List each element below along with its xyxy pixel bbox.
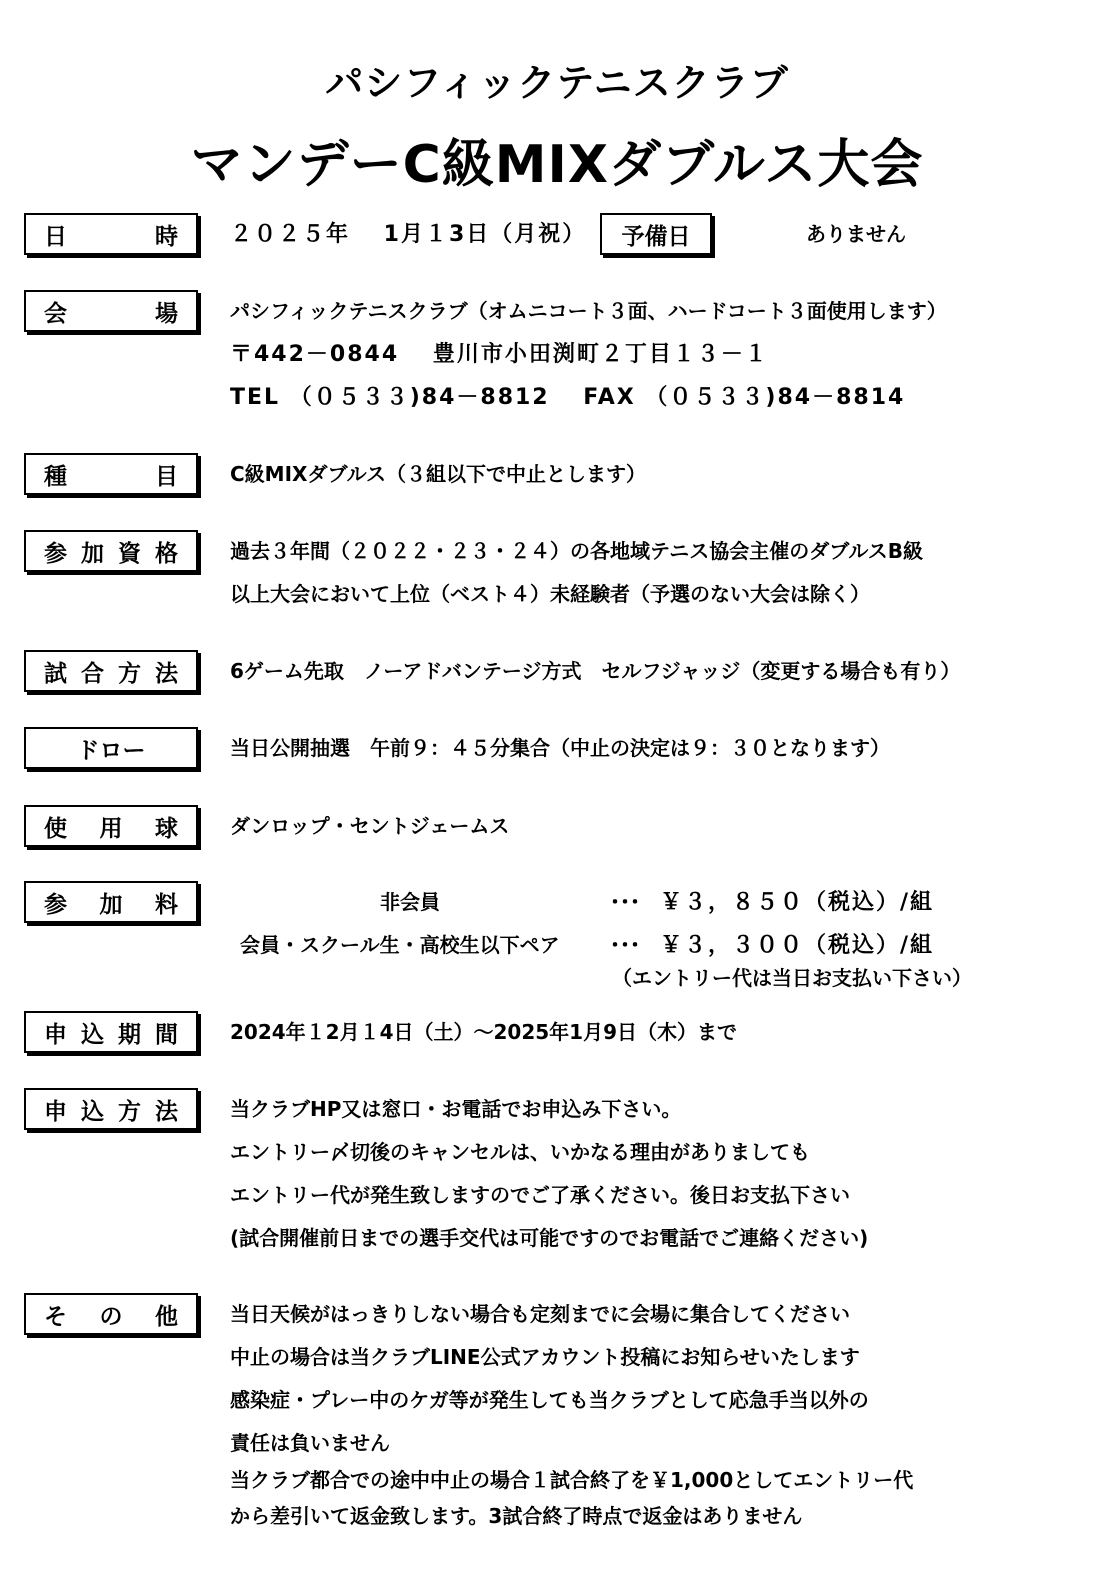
venue-name: パシフィックテニスクラブ（オムニコート３面、ハードコート３面使用します） [230,299,947,323]
label-eligibility: 参 加 資 格 [24,530,198,572]
application-line-1: 当クラブHP又は窓口・お電話でお申込み下さい。 [230,1097,682,1121]
other-line-1: 当日天候がはっきりしない場合も定刻までに会場に集合してください [230,1302,850,1326]
other-line-2: 中止の場合は当クラブLINE公式アカウント投稿にお知らせいたします [230,1345,860,1369]
venue-address: 〒442－0844 豊川市小田渕町２丁目１３－１ [230,342,769,367]
fee-nonmember-label: 非会員 [380,890,440,914]
fee-member-label: 会員・スクール生・高校生以下ペア [240,933,560,957]
label-reserve-day: 予備日 [600,213,712,255]
application-line-3: エントリー代が発生致しますのでご了承ください。後日お支払下さい [230,1183,850,1207]
label-venue: 会 場 [24,290,198,332]
label-fee: 参 加 料 [24,881,198,923]
label-datetime: 日 時 [24,213,198,255]
label-match-format: 試 合 方 法 [24,650,198,692]
label-application: 申 込 方 法 [24,1088,198,1130]
eligibility-line-1: 過去３年間（２０２２・２３・２４）の各地域テニス協会主催のダブルスB級 [230,539,924,563]
fee-nonmember-price: ￥３，８５０（税込）/組 [660,890,935,915]
label-draw: ドロー [24,727,198,769]
other-line-3: 感染症・プレー中のケガ等が発生しても当クラブとして応急手当以外の [230,1388,869,1412]
match-format-value: 6ゲーム先取 ノーアドバンテージ方式 セルフジャッジ（変更する場合も有り） [230,659,961,683]
label-other: そ の 他 [24,1293,198,1335]
club-name: パシフィックテニスクラブ [325,61,789,105]
ball-value: ダンロップ・セントジェームス [230,814,510,838]
venue-phone-fax: TEL （０５３３)84－8812 FAX （０５３３)84－8814 [230,385,906,410]
application-line-4: (試合開催前日までの選手交代は可能ですのでお電話でご連絡ください) [230,1226,869,1250]
event-title: マンデーC級MIXダブルス大会 [190,135,924,195]
other-line-6: から差引いて返金致します。3試合終了時点で返金はありません [230,1504,803,1528]
fee-nonmember-dots: ･･･ [610,890,640,914]
label-category: 種 目 [24,453,198,495]
draw-value: 当日公開抽選 午前９：４５分集合（中止の決定は９：３０となります） [230,736,890,760]
fee-member-dots: ･･･ [610,933,640,957]
other-line-5: 当クラブ都合での途中中止の場合１試合終了を￥1,000としてエントリー代 [230,1468,914,1492]
category-value: C級MIXダブルス（３組以下で中止とします） [230,462,647,486]
fee-note: （エントリー代は当日お支払い下さい） [612,966,972,990]
label-ball: 使 用 球 [24,805,198,847]
label-period: 申 込 期 間 [24,1011,198,1053]
other-line-4: 責任は負いません [230,1431,390,1455]
eligibility-line-2: 以上大会において上位（ベスト４）未経験者（予選のない大会は除く） [230,582,870,606]
event-date: ２０２５年 1月１3日（月祝） [230,222,587,247]
application-line-2: エントリー〆切後のキャンセルは、いかなる理由がありましても [230,1140,810,1164]
fee-member-price: ￥３，３００（税込）/組 [660,933,935,958]
period-value: 2024年１2月１4日（土）～2025年1月9日（木）まで [230,1020,737,1044]
reserve-day-value: ありません [806,222,906,246]
